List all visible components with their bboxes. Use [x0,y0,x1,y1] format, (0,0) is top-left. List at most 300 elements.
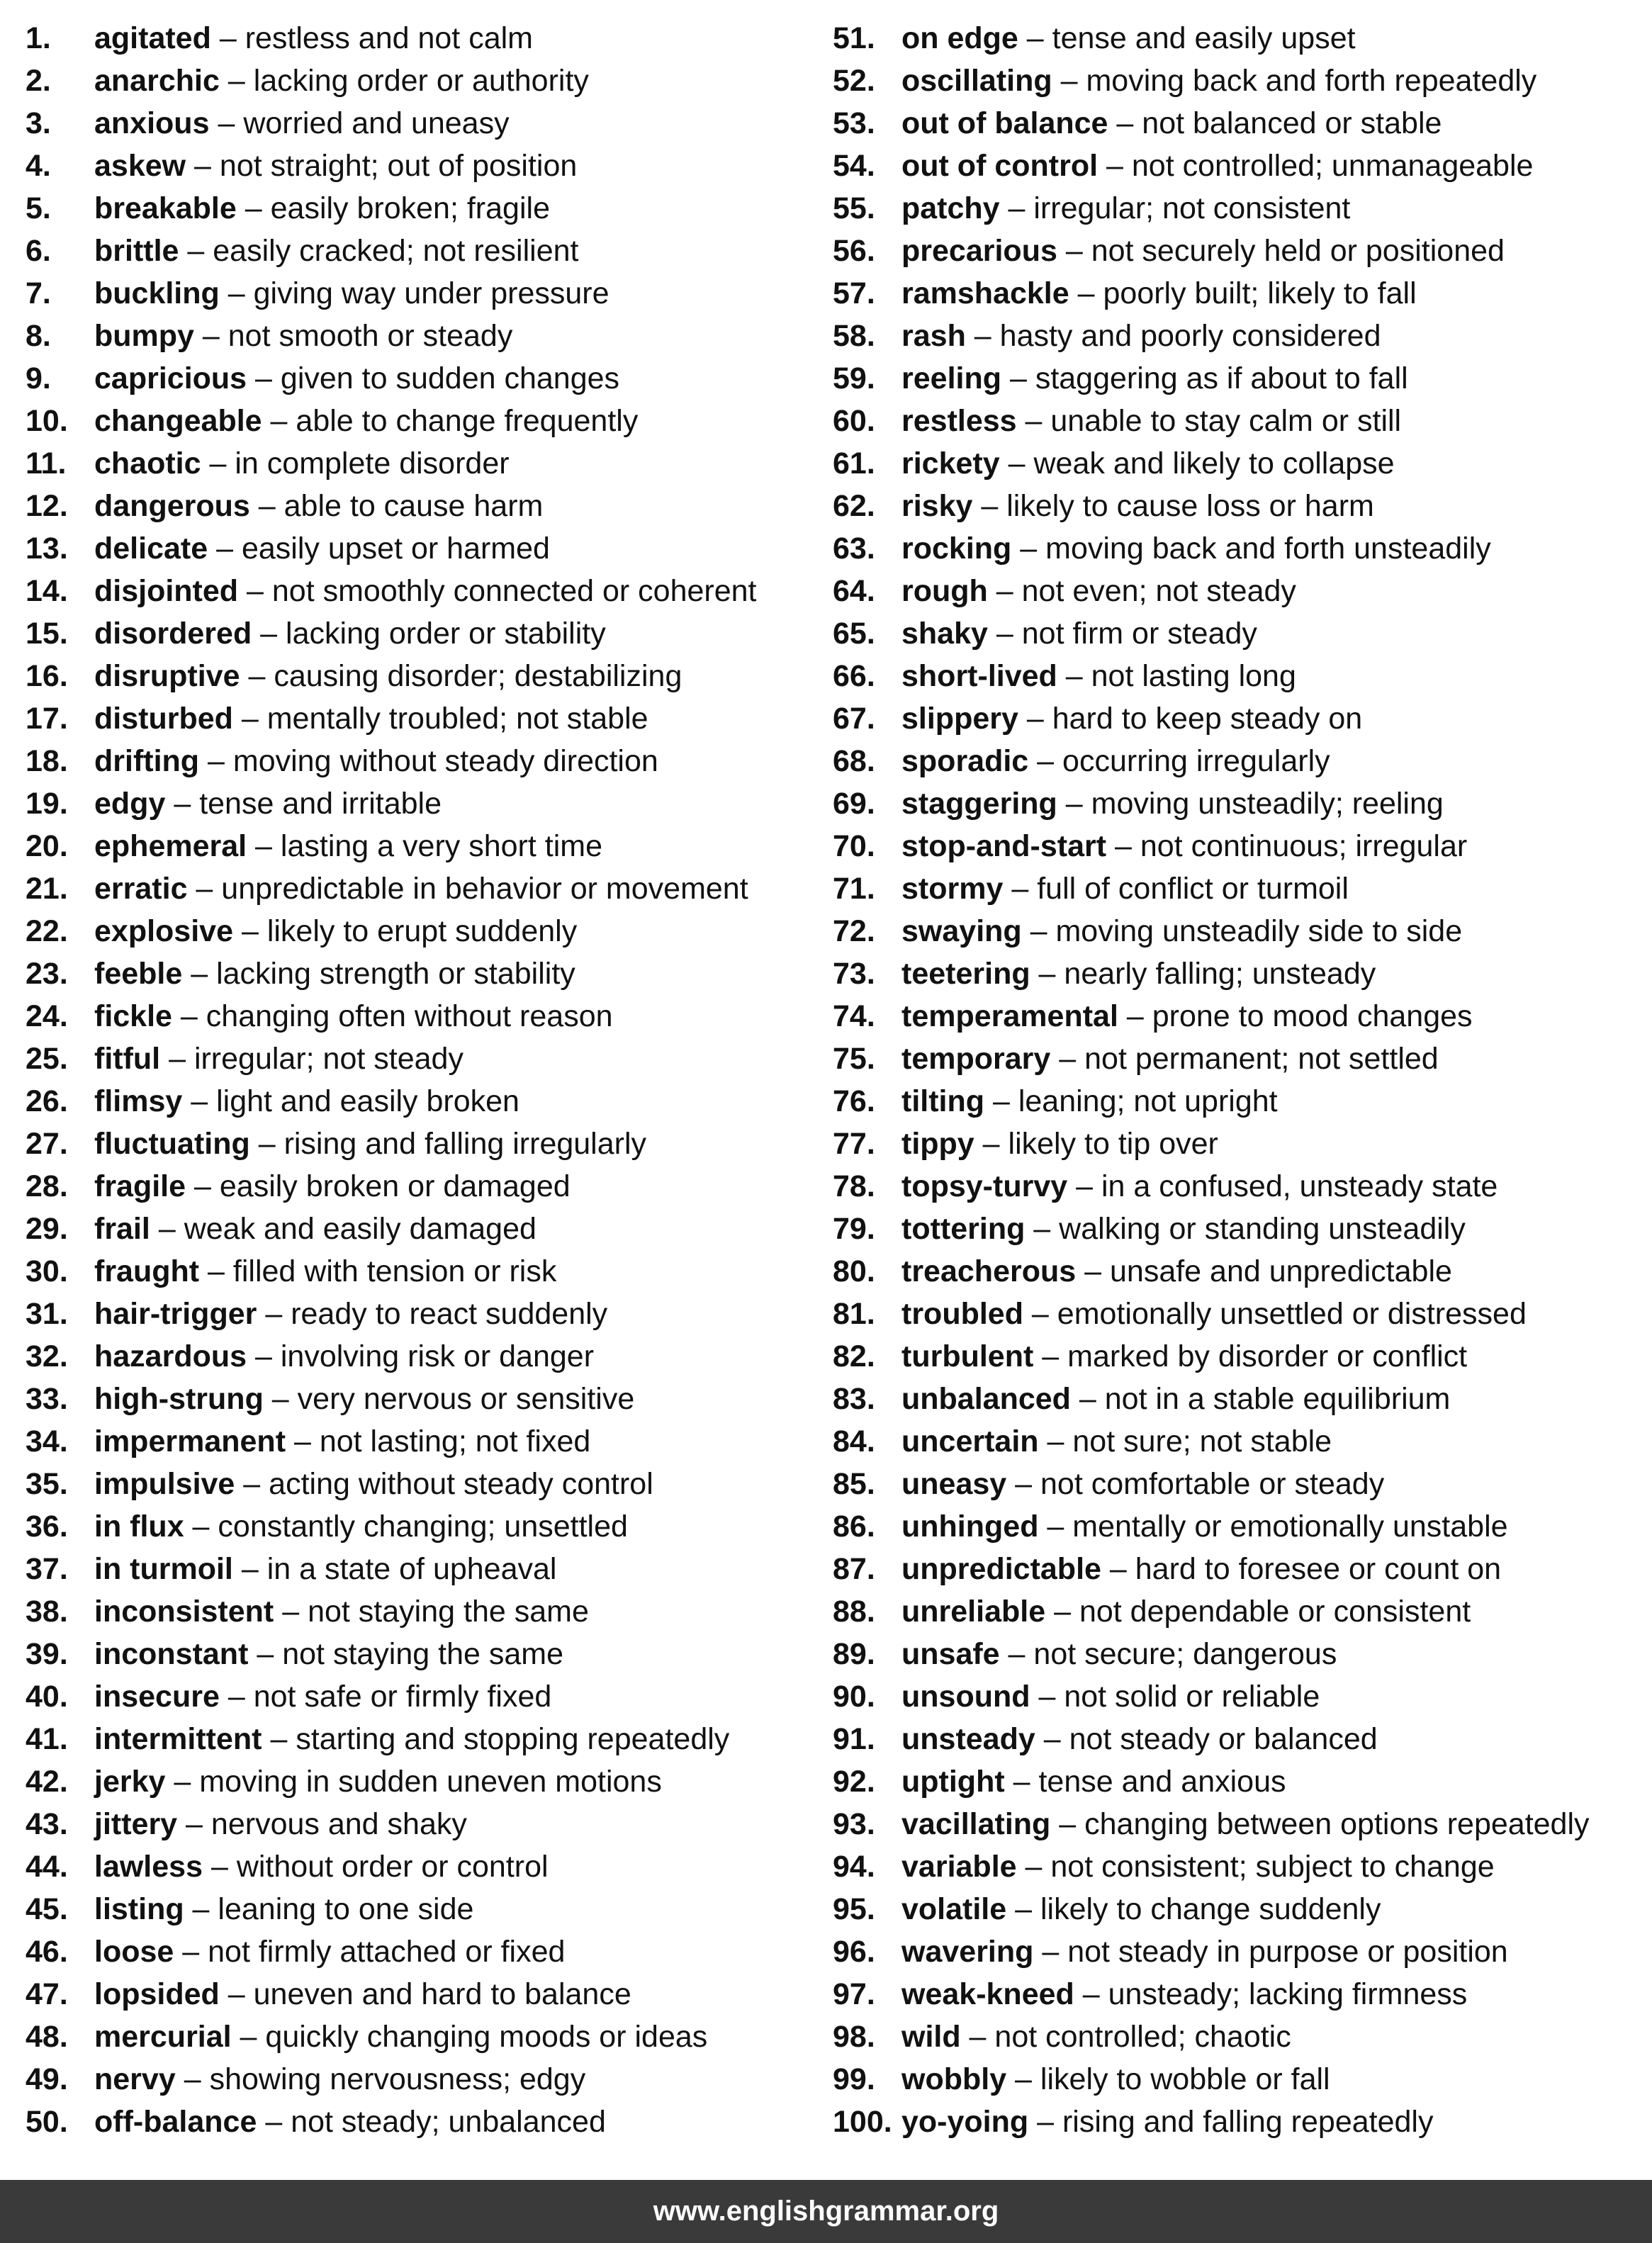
entry-separator: – [1038,1424,1073,1458]
entry-separator: – [160,1042,194,1076]
entry-number: 8. [26,319,51,353]
entry-word: swaying [901,914,1022,948]
entry-number: 57. [833,276,875,310]
entry-number: 47. [26,1977,68,2011]
entry-number: 79. [833,1212,875,1246]
word-entry [833,825,1641,867]
entry-definition: not safe or firmly fixed [253,1680,552,1714]
entry-text [901,867,1349,910]
entry-text [901,1760,1286,1803]
entry-separator: – [1016,1850,1051,1884]
entry-separator: – [1038,1510,1073,1544]
word-entry [26,1165,812,1208]
entry-text [901,1505,1508,1548]
entry-text [901,2058,1330,2101]
entry-separator: – [984,1084,1018,1118]
entry-text [901,1250,1452,1293]
word-entry [26,1038,812,1080]
entry-definition: not smoothly connected or coherent [271,574,757,608]
entry-definition: not in a stable equilibrium [1104,1382,1451,1416]
entry-separator: – [247,361,281,395]
word-entry [26,1250,812,1293]
entry-separator: – [965,319,1000,353]
entry-word: volatile [901,1892,1007,1926]
entry-separator: – [1028,744,1063,778]
entry-text [901,2101,1433,2143]
entry-word: disruptive [94,659,240,693]
entry-number: 18. [26,744,68,778]
entry-text [901,1590,1471,1633]
entry-number: 38. [26,1595,68,1629]
entry-separator: – [1050,1042,1085,1076]
entry-separator: – [232,1552,267,1586]
word-entry [833,1335,1641,1378]
entry-text [901,1803,1590,1845]
entry-word: unreliable [901,1595,1046,1629]
entry-separator: – [1057,659,1091,693]
entry-number: 37. [26,1552,68,1586]
entry-number: 21. [26,872,68,906]
word-entry [833,102,1641,145]
entry-number: 66. [833,659,875,693]
entry-definition: prone to mood changes [1152,999,1473,1033]
entry-text [901,272,1417,315]
entry-number: 16. [26,659,68,693]
word-entry [26,315,812,357]
entry-text [901,1845,1495,1888]
word-entry [833,2101,1641,2143]
entry-text [901,1378,1450,1420]
word-entry [26,655,812,697]
entry-text [901,952,1376,995]
entry-number: 23. [26,957,68,991]
entry-word: unhinged [901,1510,1039,1544]
entry-word: fitful [94,1042,161,1076]
entry-number: 70. [833,829,875,863]
entry-number: 2. [26,64,51,98]
footer-bar [0,2180,1652,2243]
entry-separator: – [286,1424,320,1458]
entry-separator: – [1011,532,1046,566]
entry-text [901,102,1442,145]
entry-separator: – [219,276,254,310]
entry-number: 71. [833,872,875,906]
word-entry [833,740,1641,782]
entry-word: high-strung [94,1382,264,1416]
entry-text [94,1973,631,2016]
entry-word: listing [94,1892,184,1926]
entry-word: anxious [94,106,210,140]
word-entry [26,1803,812,1845]
entry-text [94,357,619,400]
entry-word: capricious [94,361,247,395]
entry-number: 32. [26,1339,68,1373]
entry-separator: – [231,2020,266,2054]
entry-separator: – [208,532,242,566]
entry-separator: – [248,1637,283,1671]
entry-number: 95. [833,1892,875,1926]
entry-text [94,952,575,995]
entry-text [94,1845,549,1888]
entry-word: fickle [94,999,172,1033]
entry-number: 15. [26,617,68,651]
entry-word: hazardous [94,1339,247,1373]
entry-word: brittle [94,234,179,268]
entry-text [94,2058,585,2101]
entry-text [901,187,1350,230]
entry-separator: – [987,617,1022,651]
entry-word: bumpy [94,319,194,353]
entry-number: 4. [26,149,51,183]
entry-definition: filled with tension or risk [232,1254,557,1288]
entry-number: 58. [833,319,875,353]
entry-number: 44. [26,1850,68,1884]
entry-separator: – [1018,21,1052,55]
entry-text [94,2101,606,2143]
entry-text [94,1335,594,1378]
word-entry [26,2058,812,2101]
entry-text [94,740,658,782]
entry-word: edgy [94,787,166,821]
entry-word: dangerous [94,489,250,523]
entry-number: 52. [833,64,875,98]
entry-word: inconsistent [94,1595,274,1629]
entry-number: 94. [833,1850,875,1884]
entry-word: agitated [94,21,211,55]
entry-definition: lacking order or authority [253,64,589,98]
word-entry [833,1038,1641,1080]
footer-url: www.englishgrammar.org [653,2196,999,2227]
entry-word: rash [901,319,966,353]
entry-separator: – [179,234,213,268]
entry-number: 33. [26,1382,68,1416]
entry-number: 48. [26,2020,68,2054]
entry-definition: moving in sudden uneven motions [199,1765,662,1799]
word-entry [26,400,812,442]
entry-text [94,400,638,442]
word-entry [833,442,1641,485]
entry-number: 26. [26,1084,68,1118]
word-entry [833,272,1641,315]
entry-definition: not smooth or steady [227,319,513,353]
entry-word: unpredictable [901,1552,1101,1586]
entry-number: 59. [833,361,875,395]
word-entry [26,1208,812,1250]
entry-word: disordered [94,617,252,651]
word-entry [26,1293,812,1335]
entry-text [901,485,1374,527]
word-entry [833,1378,1641,1420]
entry-separator: – [175,2062,210,2096]
entry-separator: – [1016,404,1051,438]
word-entry [26,1633,812,1675]
entry-text [901,1038,1439,1080]
entry-definition: not firm or steady [1021,617,1257,651]
word-entry [833,1718,1641,1760]
entry-definition: causing disorder; destabilizing [274,659,682,693]
entry-word: oscillating [901,64,1052,98]
entry-definition: not lasting; not fixed [319,1424,591,1458]
entry-text [901,1675,1320,1718]
entry-definition: acting without steady control [269,1467,653,1501]
entry-definition: likely to erupt suddenly [266,914,578,948]
entry-number: 19. [26,787,68,821]
entry-separator: – [238,574,272,608]
word-list-right-column [833,17,1641,2143]
word-entry [26,102,812,145]
word-entry [26,697,812,740]
entry-definition: weak and easily damaged [184,1212,536,1246]
entry-definition: likely to change suddenly [1040,1892,1381,1926]
entry-text [901,400,1401,442]
entry-number: 9. [26,361,51,395]
entry-number: 34. [26,1424,68,1458]
word-entry [26,612,812,655]
word-entry [833,60,1641,102]
entry-word: yo-yoing [901,2105,1029,2139]
entry-number: 10. [26,404,68,438]
entry-number: 42. [26,1765,68,1799]
entry-separator: – [1101,1552,1135,1586]
entry-definition: giving way under pressure [253,276,609,310]
word-entry [833,1250,1641,1293]
entry-definition: uneven and hard to balance [253,1977,631,2011]
entry-separator: – [274,1595,308,1629]
entry-word: breakable [94,191,237,225]
entry-definition: not steady in purpose or position [1067,1935,1508,1969]
entry-text [901,1123,1218,1165]
entry-separator: – [1025,1212,1060,1246]
word-entry [833,1930,1641,1973]
word-entry [26,910,812,952]
word-entry [833,1760,1641,1803]
entry-number: 68. [833,744,875,778]
entry-text [901,1973,1467,2016]
entry-number: 22. [26,914,68,948]
entry-text [901,1718,1378,1760]
word-entry [833,1208,1641,1250]
entry-definition: not comfortable or steady [1040,1467,1385,1501]
entry-separator: – [1052,64,1086,98]
entry-definition: starting and stopping repeatedly [296,1722,730,1756]
entry-definition: irregular; not consistent [1033,191,1351,225]
word-entry [833,867,1641,910]
entry-separator: – [1006,2062,1040,2096]
entry-word: sporadic [901,744,1029,778]
word-entry [26,740,812,782]
entry-text [94,145,577,187]
entry-number: 45. [26,1892,68,1926]
entry-number: 87. [833,1552,875,1586]
entry-text [901,1420,1332,1463]
entry-separator: – [1098,149,1132,183]
entry-text [901,740,1330,782]
entry-separator: – [999,191,1034,225]
entry-text [94,272,609,315]
entry-definition: hard to keep steady on [1052,702,1363,736]
entry-definition: lacking order or stability [286,617,606,651]
word-entry [26,1335,812,1378]
entry-text [94,442,510,485]
entry-definition: restless and not calm [245,21,533,55]
entry-text [94,1803,467,1845]
entry-word: patchy [901,191,1000,225]
entry-definition: unable to stay calm or still [1050,404,1402,438]
entry-definition: easily broken; fragile [270,191,550,225]
entry-number: 49. [26,2062,68,2096]
entry-definition: likely to cause loss or harm [1006,489,1374,523]
entry-text [94,910,577,952]
entry-number: 72. [833,914,875,948]
entry-definition: moving back and forth repeatedly [1086,64,1537,98]
entry-text [94,1165,571,1208]
entry-number: 83. [833,1382,875,1416]
entry-number: 99. [833,2062,875,2096]
entry-word: mercurial [94,2020,232,2054]
entry-definition: worried and uneasy [243,106,510,140]
entry-definition: unpredictable in behavior or movement [221,872,748,906]
entry-text [94,315,512,357]
entry-definition: moving unsteadily; reeling [1091,787,1444,821]
word-entry [26,145,812,187]
entry-word: turbulent [901,1339,1034,1373]
entry-definition: in a confused, unsteady state [1101,1169,1498,1203]
entry-word: in turmoil [94,1552,233,1586]
entry-number: 76. [833,1084,875,1118]
entry-number: 92. [833,1765,875,1799]
entry-definition: likely to wobble or fall [1040,2062,1330,2096]
word-entry [833,910,1641,952]
entry-word: impermanent [94,1424,286,1458]
entry-text [94,612,606,655]
entry-word: fragile [94,1169,186,1203]
word-entry [26,1675,812,1718]
entry-word: unsafe [901,1637,1000,1671]
word-entry [833,952,1641,995]
entry-word: rickety [901,446,1000,480]
entry-definition: full of conflict or turmoil [1037,872,1349,906]
word-entry [26,570,812,612]
entry-separator: – [1001,361,1035,395]
word-list-left-column [26,17,812,2143]
entry-number: 82. [833,1339,875,1373]
entry-word: slippery [901,702,1018,736]
entry-text [901,1080,1278,1123]
entry-text [94,1718,729,1760]
entry-number: 89. [833,1637,875,1671]
entry-separator: – [182,957,217,991]
entry-word: ephemeral [94,829,247,863]
entry-separator: – [219,1680,254,1714]
entry-separator: – [252,617,286,651]
entry-word: impulsive [94,1467,235,1501]
entry-text [94,1080,519,1123]
entry-definition: tense and easily upset [1052,21,1356,55]
word-entry [833,145,1641,187]
entry-separator: – [249,1127,284,1161]
entry-separator: – [1106,829,1140,863]
entry-word: askew [94,149,186,183]
entry-word: insecure [94,1680,220,1714]
entry-definition: without order or control [236,1850,549,1884]
entry-text [94,1123,646,1165]
entry-number: 75. [833,1042,875,1076]
entry-number: 69. [833,787,875,821]
entry-separator: – [1028,2105,1062,2139]
entry-number: 1. [26,21,51,55]
word-entry [26,485,812,527]
entry-word: rough [901,574,988,608]
entry-definition: mentally or emotionally unstable [1072,1510,1508,1544]
entry-definition: easily upset or harmed [241,532,550,566]
word-entry [26,1845,812,1888]
word-entry [26,2016,812,2058]
entry-text [901,315,1381,357]
entry-text [94,230,579,272]
entry-word: wavering [901,1935,1034,1969]
entry-number: 91. [833,1722,875,1756]
entry-text [901,2016,1291,2058]
entry-text [94,1505,628,1548]
entry-number: 54. [833,149,875,183]
entry-text [901,1888,1381,1930]
entry-definition: not steady; unbalanced [291,2105,606,2139]
word-entry [833,1463,1641,1505]
entry-text [901,995,1473,1038]
entry-definition: moving back and forth unsteadily [1045,532,1491,566]
entry-separator: – [257,1297,291,1331]
entry-separator: – [187,872,222,906]
entry-separator: – [1018,702,1052,736]
entry-text [94,1420,590,1463]
entry-text [901,570,1296,612]
entry-separator: – [1045,1595,1079,1629]
entry-number: 13. [26,532,68,566]
entry-separator: – [999,446,1034,480]
word-entry [26,1718,812,1760]
entry-word: nervy [94,2062,176,2096]
entry-number: 12. [26,489,68,523]
entry-word: disjointed [94,574,239,608]
entry-number: 64. [833,574,875,608]
entry-text [901,1633,1337,1675]
entry-number: 5. [26,191,51,225]
entry-text [94,655,682,697]
entry-word: uptight [901,1765,1005,1799]
entry-word: inconstant [94,1637,249,1671]
entry-definition: poorly built; likely to fall [1103,276,1417,310]
word-entry [26,1420,812,1463]
entry-text [901,145,1533,187]
word-entry [833,1675,1641,1718]
entry-word: restless [901,404,1017,438]
entry-definition: changing often without reason [206,999,613,1033]
entry-separator: – [1069,276,1103,310]
entry-text [901,1463,1384,1505]
entry-definition: lasting a very short time [280,829,602,863]
entry-definition: involving risk or danger [280,1339,595,1373]
entry-word: precarious [901,234,1057,268]
entry-number: 73. [833,957,875,991]
entry-definition: able to change frequently [296,404,639,438]
entry-definition: easily broken or damaged [219,1169,571,1203]
word-entry [26,60,812,102]
entry-word: stop-and-start [901,829,1107,863]
entry-text [94,485,543,527]
entry-separator: – [1021,914,1056,948]
entry-number: 56. [833,234,875,268]
entry-separator: – [262,1722,296,1756]
